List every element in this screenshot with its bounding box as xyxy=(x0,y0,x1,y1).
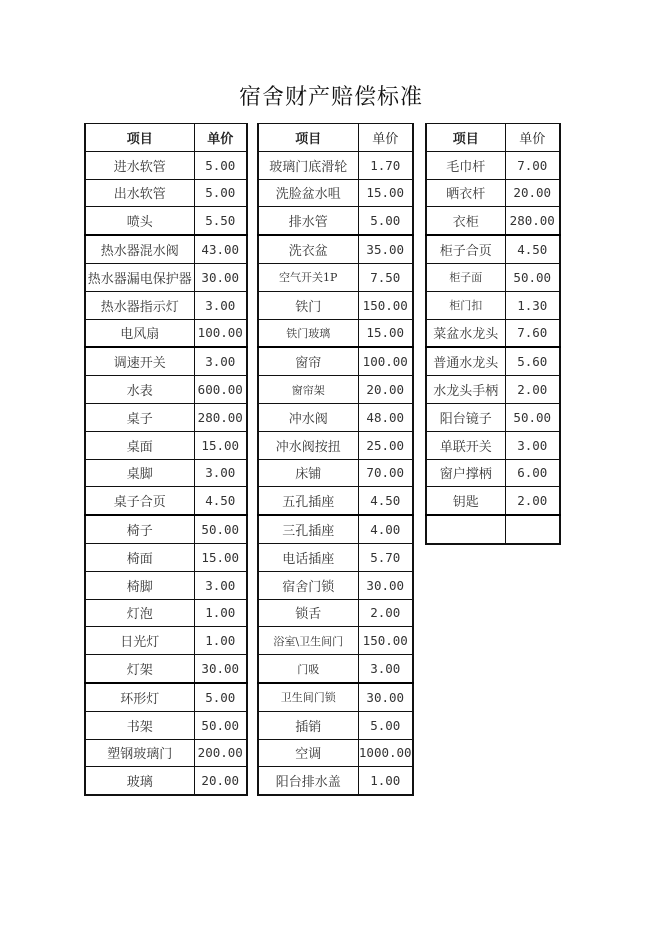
column-header-item: 项目 xyxy=(258,124,358,152)
unit-price-cell: 1.70 xyxy=(358,151,413,179)
compensation-table-2 xyxy=(257,123,414,796)
item-name-cell: 水龙头手柄 xyxy=(426,376,505,404)
item-name-cell: 日光灯 xyxy=(85,627,194,655)
unit-price-cell: 50.00 xyxy=(194,711,247,739)
item-name-cell: 柜子合页 xyxy=(426,235,505,263)
item-name-cell: 毛巾杆 xyxy=(426,151,505,179)
item-name-cell: 阳台排水盖 xyxy=(258,767,358,795)
unit-price-cell: 1.00 xyxy=(194,627,247,655)
item-name-cell: 热水器指示灯 xyxy=(85,291,194,319)
unit-price-cell: 4.50 xyxy=(194,487,247,515)
item-name-cell: 桌子 xyxy=(85,403,194,431)
item-name-cell: 塑钢玻璃门 xyxy=(85,739,194,767)
unit-price-cell: 2.00 xyxy=(358,599,413,627)
item-name-cell: 插销 xyxy=(258,711,358,739)
item-name-cell: 玻璃门底滑轮 xyxy=(258,151,358,179)
table-row xyxy=(426,487,560,515)
unit-price-cell: 20.00 xyxy=(505,179,560,207)
item-name-cell: 宿舍门锁 xyxy=(258,571,358,599)
table-row xyxy=(258,543,413,571)
table-row xyxy=(85,599,247,627)
item-name-cell: 洗脸盆水咀 xyxy=(258,179,358,207)
unit-price-cell: 5.00 xyxy=(358,207,413,235)
item-name-cell: 书架 xyxy=(85,711,194,739)
unit-price-cell: 3.00 xyxy=(194,571,247,599)
unit-price-cell: 150.00 xyxy=(358,627,413,655)
item-name-cell: 空气开关1P xyxy=(258,263,358,291)
table-row xyxy=(258,403,413,431)
item-name-cell: 三孔插座 xyxy=(258,515,358,543)
table-row xyxy=(85,487,247,515)
table-row xyxy=(258,515,413,543)
table-row xyxy=(258,151,413,179)
table-row xyxy=(85,431,247,459)
unit-price-cell: 30.00 xyxy=(358,571,413,599)
item-name-cell: 空调 xyxy=(258,739,358,767)
table-row xyxy=(258,599,413,627)
unit-price-cell: 15.00 xyxy=(358,319,413,347)
table-row xyxy=(85,739,247,767)
item-name-cell: 环形灯 xyxy=(85,683,194,711)
unit-price-cell: 280.00 xyxy=(194,403,247,431)
table-row xyxy=(85,711,247,739)
table-row xyxy=(85,627,247,655)
column-header-price: 单价 xyxy=(358,124,413,152)
item-name-cell: 铁门 xyxy=(258,291,358,319)
table-row xyxy=(85,571,247,599)
table-row xyxy=(258,683,413,711)
column-header-item: 项目 xyxy=(426,124,505,152)
table-header-row xyxy=(258,124,413,152)
table-row xyxy=(258,571,413,599)
table-row xyxy=(258,207,413,235)
item-name-cell: 锁舌 xyxy=(258,599,358,627)
unit-price-cell: 5.00 xyxy=(194,683,247,711)
unit-price-cell: 30.00 xyxy=(358,683,413,711)
unit-price-cell: 1.00 xyxy=(358,767,413,795)
unit-price-cell: 3.00 xyxy=(194,459,247,487)
unit-price-cell: 3.00 xyxy=(194,291,247,319)
table-row xyxy=(85,151,247,179)
unit-price-cell: 7.60 xyxy=(505,319,560,347)
unit-price-cell: 4.50 xyxy=(505,235,560,263)
unit-price-cell: 4.50 xyxy=(358,487,413,515)
table-row xyxy=(85,767,247,795)
compensation-table-3 xyxy=(425,123,561,545)
item-name-cell: 柜门扣 xyxy=(426,291,505,319)
item-name-cell: 电话插座 xyxy=(258,543,358,571)
table-row xyxy=(258,487,413,515)
unit-price-cell: 30.00 xyxy=(194,263,247,291)
table-row xyxy=(258,376,413,404)
item-name-cell: 排水管 xyxy=(258,207,358,235)
table-row xyxy=(85,207,247,235)
item-name-cell: 进水软管 xyxy=(85,151,194,179)
unit-price-cell: 280.00 xyxy=(505,207,560,235)
item-name-cell: 热水器混水阀 xyxy=(85,235,194,263)
table-row xyxy=(85,683,247,711)
item-name-cell: 桌面 xyxy=(85,431,194,459)
table-row xyxy=(258,655,413,683)
table-row xyxy=(426,207,560,235)
item-name-cell: 洗衣盆 xyxy=(258,235,358,263)
unit-price-cell: 5.00 xyxy=(194,151,247,179)
unit-price-cell: 100.00 xyxy=(358,347,413,375)
item-name-cell: 椅面 xyxy=(85,543,194,571)
unit-price-cell: 5.70 xyxy=(358,543,413,571)
unit-price-cell: 15.00 xyxy=(194,431,247,459)
unit-price-cell: 15.00 xyxy=(358,179,413,207)
unit-price-cell: 35.00 xyxy=(358,235,413,263)
table-row xyxy=(85,459,247,487)
unit-price-cell: 30.00 xyxy=(194,655,247,683)
item-name-cell: 卫生间门锁 xyxy=(258,683,358,711)
item-name-cell: 冲水阀按扭 xyxy=(258,431,358,459)
table-row xyxy=(85,263,247,291)
table-row xyxy=(258,179,413,207)
table-row xyxy=(426,291,560,319)
table-row xyxy=(85,403,247,431)
item-name-cell: 五孔插座 xyxy=(258,487,358,515)
item-name-cell: 窗户撑柄 xyxy=(426,459,505,487)
item-name-cell xyxy=(426,515,505,544)
table-row xyxy=(426,347,560,375)
compensation-table-1 xyxy=(84,123,248,796)
unit-price-cell: 70.00 xyxy=(358,459,413,487)
table-row xyxy=(426,179,560,207)
item-name-cell: 灯架 xyxy=(85,655,194,683)
item-name-cell: 单联开关 xyxy=(426,431,505,459)
unit-price-cell: 7.50 xyxy=(358,263,413,291)
table-row xyxy=(426,403,560,431)
item-name-cell: 玻璃 xyxy=(85,767,194,795)
unit-price-cell xyxy=(505,515,560,544)
table-row xyxy=(258,767,413,795)
item-name-cell: 晒衣杆 xyxy=(426,179,505,207)
unit-price-cell: 5.60 xyxy=(505,347,560,375)
table-row xyxy=(85,543,247,571)
column-header-item: 项目 xyxy=(85,124,194,152)
table-row xyxy=(426,459,560,487)
table-row xyxy=(85,291,247,319)
table-row xyxy=(258,347,413,375)
table-row xyxy=(258,319,413,347)
unit-price-cell: 2.00 xyxy=(505,487,560,515)
item-name-cell: 衣柜 xyxy=(426,207,505,235)
unit-price-cell: 50.00 xyxy=(194,515,247,543)
item-name-cell: 桌脚 xyxy=(85,459,194,487)
table-row xyxy=(258,263,413,291)
unit-price-cell: 1000.00 xyxy=(358,739,413,767)
unit-price-cell: 3.00 xyxy=(358,655,413,683)
table-header-row xyxy=(85,124,247,152)
table-row xyxy=(426,263,560,291)
unit-price-cell: 7.00 xyxy=(505,151,560,179)
page-title: 宿舍财产赔偿标准 xyxy=(238,85,423,110)
unit-price-cell: 5.50 xyxy=(194,207,247,235)
item-name-cell: 浴室\卫生间门 xyxy=(258,627,358,655)
unit-price-cell: 15.00 xyxy=(194,543,247,571)
unit-price-cell: 20.00 xyxy=(194,767,247,795)
table-header-row xyxy=(426,124,560,152)
table-row xyxy=(85,655,247,683)
item-name-cell: 冲水阀 xyxy=(258,403,358,431)
item-name-cell: 椅子 xyxy=(85,515,194,543)
unit-price-cell: 1.30 xyxy=(505,291,560,319)
unit-price-cell: 100.00 xyxy=(194,319,247,347)
item-name-cell: 灯泡 xyxy=(85,599,194,627)
unit-price-cell: 3.00 xyxy=(505,431,560,459)
table-row xyxy=(258,291,413,319)
table-row xyxy=(85,347,247,375)
item-name-cell: 热水器漏电保护器 xyxy=(85,263,194,291)
unit-price-cell: 20.00 xyxy=(358,376,413,404)
unit-price-cell: 3.00 xyxy=(194,347,247,375)
table-row xyxy=(85,376,247,404)
table-row xyxy=(426,319,560,347)
table-row xyxy=(258,235,413,263)
item-name-cell: 喷头 xyxy=(85,207,194,235)
item-name-cell: 普通水龙头 xyxy=(426,347,505,375)
unit-price-cell: 5.00 xyxy=(194,179,247,207)
unit-price-cell: 1.00 xyxy=(194,599,247,627)
item-name-cell: 桌子合页 xyxy=(85,487,194,515)
table-row xyxy=(85,319,247,347)
table-row xyxy=(85,179,247,207)
column-header-price: 单价 xyxy=(505,124,560,152)
unit-price-cell: 48.00 xyxy=(358,403,413,431)
item-name-cell: 出水软管 xyxy=(85,179,194,207)
unit-price-cell: 600.00 xyxy=(194,376,247,404)
item-name-cell: 床铺 xyxy=(258,459,358,487)
table-row xyxy=(426,515,560,544)
item-name-cell: 窗帘 xyxy=(258,347,358,375)
unit-price-cell: 4.00 xyxy=(358,515,413,543)
item-name-cell: 电风扇 xyxy=(85,319,194,347)
table-row xyxy=(85,235,247,263)
item-name-cell: 水表 xyxy=(85,376,194,404)
unit-price-cell: 150.00 xyxy=(358,291,413,319)
unit-price-cell: 200.00 xyxy=(194,739,247,767)
item-name-cell: 柜子面 xyxy=(426,263,505,291)
item-name-cell: 窗帘架 xyxy=(258,376,358,404)
unit-price-cell: 2.00 xyxy=(505,376,560,404)
item-name-cell: 菜盆水龙头 xyxy=(426,319,505,347)
unit-price-cell: 50.00 xyxy=(505,403,560,431)
table-row xyxy=(258,459,413,487)
item-name-cell: 阳台镜子 xyxy=(426,403,505,431)
table-row xyxy=(426,431,560,459)
table-row xyxy=(426,235,560,263)
unit-price-cell: 5.00 xyxy=(358,711,413,739)
item-name-cell: 铁门玻璃 xyxy=(258,319,358,347)
column-header-price: 单价 xyxy=(194,124,247,152)
unit-price-cell: 43.00 xyxy=(194,235,247,263)
table-row xyxy=(426,151,560,179)
table-row xyxy=(426,376,560,404)
item-name-cell: 门吸 xyxy=(258,655,358,683)
unit-price-cell: 6.00 xyxy=(505,459,560,487)
item-name-cell: 椅脚 xyxy=(85,571,194,599)
table-row xyxy=(85,515,247,543)
item-name-cell: 钥匙 xyxy=(426,487,505,515)
table-row xyxy=(258,739,413,767)
unit-price-cell: 50.00 xyxy=(505,263,560,291)
unit-price-cell: 25.00 xyxy=(358,431,413,459)
item-name-cell: 调速开关 xyxy=(85,347,194,375)
table-row xyxy=(258,627,413,655)
table-row xyxy=(258,431,413,459)
table-row xyxy=(258,711,413,739)
